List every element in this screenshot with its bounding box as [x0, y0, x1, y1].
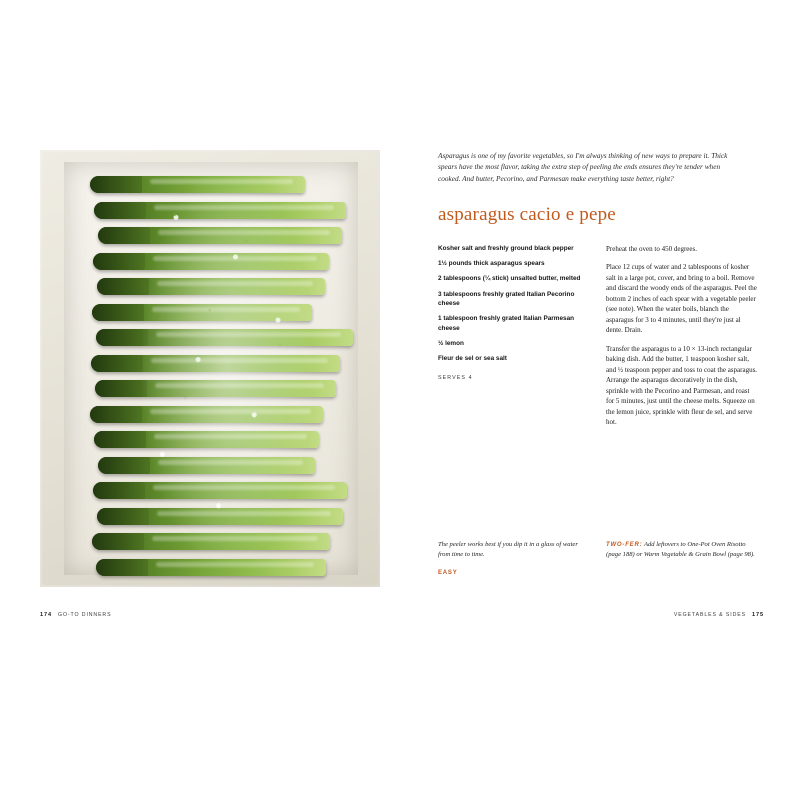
left-running-foot: [40, 612, 111, 618]
book-spread: [18, 140, 782, 640]
footnotes: [438, 540, 764, 576]
right-running-foot: [674, 612, 764, 618]
left-folio: 174: [40, 612, 53, 618]
serves-label: SERVES 4: [438, 375, 473, 382]
baking-dish-interior: [64, 162, 358, 575]
ingredient-item: 2 tablespoons (¼ stick) unsalted butter, melted: [438, 275, 581, 283]
baking-dish: [42, 152, 378, 585]
grated-cheese-layer: [142, 170, 312, 565]
recipe-headnote: Asparagus is one of my favorite vegetables, so I'm always thinking of new ways to prepare it. Thick spears have the most flavor, taking the extra step of peeling the ends ensures they're tender when cooked. And butter, Pecorino, and Parmesan make everything taste better, right?: [438, 151, 728, 183]
recipe-photo: [40, 150, 380, 587]
method-paragraph: Transfer the asparagus to a 10 × 13-inch rectangular baking dish. Add the butter, 1 teaspoon kosher salt, and ½ teaspoon pepper and toss to coat the asparagus. Arrange the asparagus decoratively in the dish, sprinkle with the Pecorino and Parmesan, and roast for 5 minutes, just until the cheese melts. Squeeze on the lemon juice, sprinkle with fleur de sel, and serve hot.: [606, 344, 758, 427]
tip-note: [438, 540, 588, 576]
right-page: [438, 150, 764, 595]
ingredient-list: [438, 244, 588, 364]
twofer-label: TWO-FER:: [606, 542, 643, 548]
method-paragraph: Place 12 cups of water and 2 tablespoons of kosher salt in a large pot, cover, and bring to a boil. Remove and discard the woody ends of the asparagus. Peel the bottom 2 inches of each spear with a vegetable peeler (see note). When the water boils, blanch the asparagus for 3 to 4 minutes, until they're just al dente. Drain.: [606, 263, 757, 335]
twofer-note-text: [606, 540, 756, 560]
tip-note-text: The peeler works best if you dip it in a glass of water from time to time.: [438, 541, 578, 558]
ingredient-item: Kosher salt and freshly ground black pepper: [438, 244, 574, 252]
left-page: [40, 150, 380, 595]
ingredients-column: [438, 244, 588, 436]
left-running-head: GO-TO DINNERS: [58, 612, 112, 618]
right-running-head: VEGETABLES & SIDES: [673, 612, 746, 618]
ingredient-item: Fleur de sel or sea salt: [438, 355, 507, 363]
difficulty-badge: EASY: [438, 569, 458, 576]
black-pepper-speckles: [152, 176, 304, 559]
recipe-columns: [438, 244, 764, 436]
twofer-note: [606, 540, 756, 576]
right-folio: 175: [751, 612, 764, 618]
ingredient-item: 1½ pounds thick asparagus spears: [438, 260, 545, 268]
ingredient-item: 1 tablespoon freshly grated Italian Parmesan cheese: [438, 315, 575, 332]
ingredient-item: 3 tablespoons freshly grated Italian Pecorino cheese: [438, 290, 575, 308]
method-column: [606, 244, 758, 436]
twofer-body: Add leftovers to One-Pot Oven Risotto (page 188) or Warm Vegetable & Grain Bowl (page 98).: [606, 541, 755, 558]
method-paragraph: Preheat the oven to 450 degrees.: [606, 244, 697, 253]
ingredient-item: ½ lemon: [438, 339, 464, 347]
recipe-title: asparagus cacio e pepe: [438, 203, 616, 225]
